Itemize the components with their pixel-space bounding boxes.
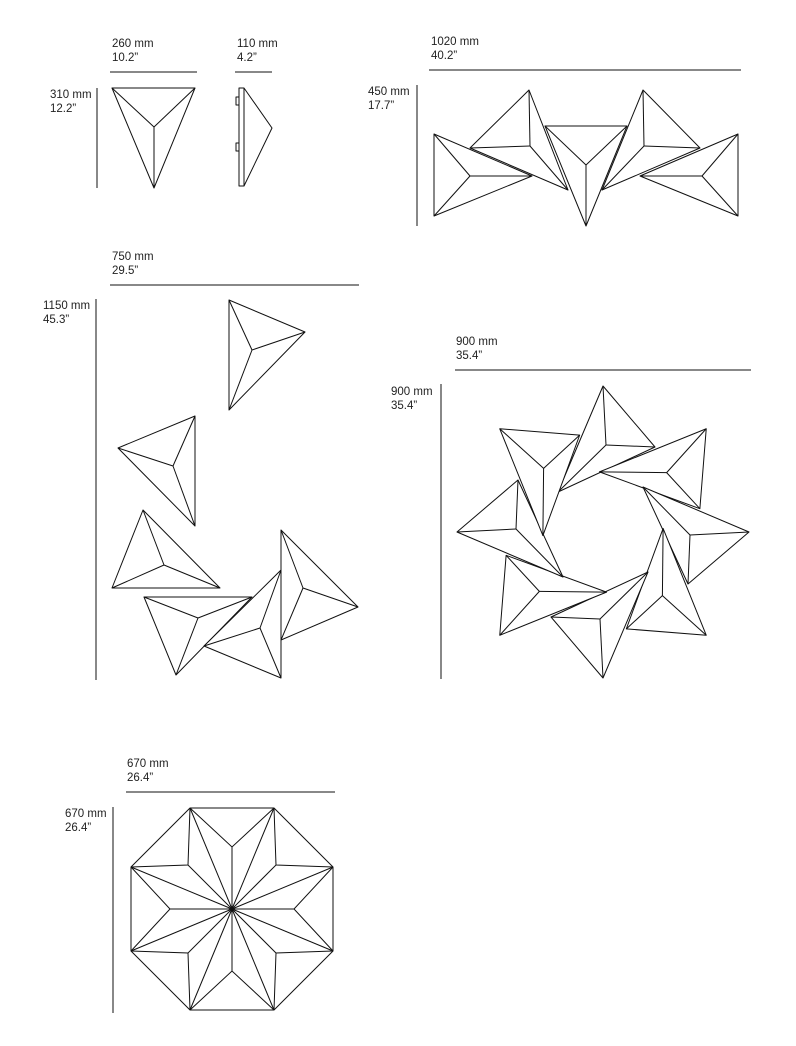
row-width-mm: 1020 mm <box>431 36 479 48</box>
single-depth-in: 4.2” <box>237 52 257 64</box>
octagon-height-in: 26.4” <box>65 822 92 834</box>
ring-arrangement <box>457 386 749 678</box>
single-module-side <box>236 88 272 186</box>
octagon-height-mm: 670 mm <box>65 808 107 820</box>
octagon-arrangement <box>131 808 333 1010</box>
single-width-mm: 260 mm <box>112 38 154 50</box>
cascade-arrangement <box>112 300 358 678</box>
ring-width-in: 35.4” <box>456 350 483 362</box>
row-height-mm: 450 mm <box>368 86 410 98</box>
single-width-in: 10.2” <box>112 52 139 64</box>
single-depth-mm: 110 mm <box>237 38 278 50</box>
cascade-module-1 <box>229 300 305 410</box>
single-height-in: 12.2” <box>50 103 77 115</box>
octagon-width-mm: 670 mm <box>127 758 169 770</box>
single-height-mm: 310 mm <box>50 89 92 101</box>
cascade-height-in: 45.3” <box>43 314 70 326</box>
cascade-module-6 <box>281 530 358 640</box>
row-height-in: 17.7” <box>368 100 395 112</box>
ring-height-in: 35.4” <box>391 400 418 412</box>
cascade-module-3 <box>112 510 220 588</box>
row-arrangement <box>434 90 738 226</box>
cascade-width-in: 29.5” <box>112 265 139 277</box>
row-width-in: 40.2” <box>431 50 458 62</box>
cascade-module-2 <box>118 416 195 526</box>
octagon-width-in: 26.4” <box>127 772 154 784</box>
cascade-width-mm: 750 mm <box>112 251 154 263</box>
single-module-front <box>112 88 195 188</box>
ring-width-mm: 900 mm <box>456 336 498 348</box>
ring-height-mm: 900 mm <box>391 386 433 398</box>
cascade-height-mm: 1150 mm <box>43 300 91 312</box>
